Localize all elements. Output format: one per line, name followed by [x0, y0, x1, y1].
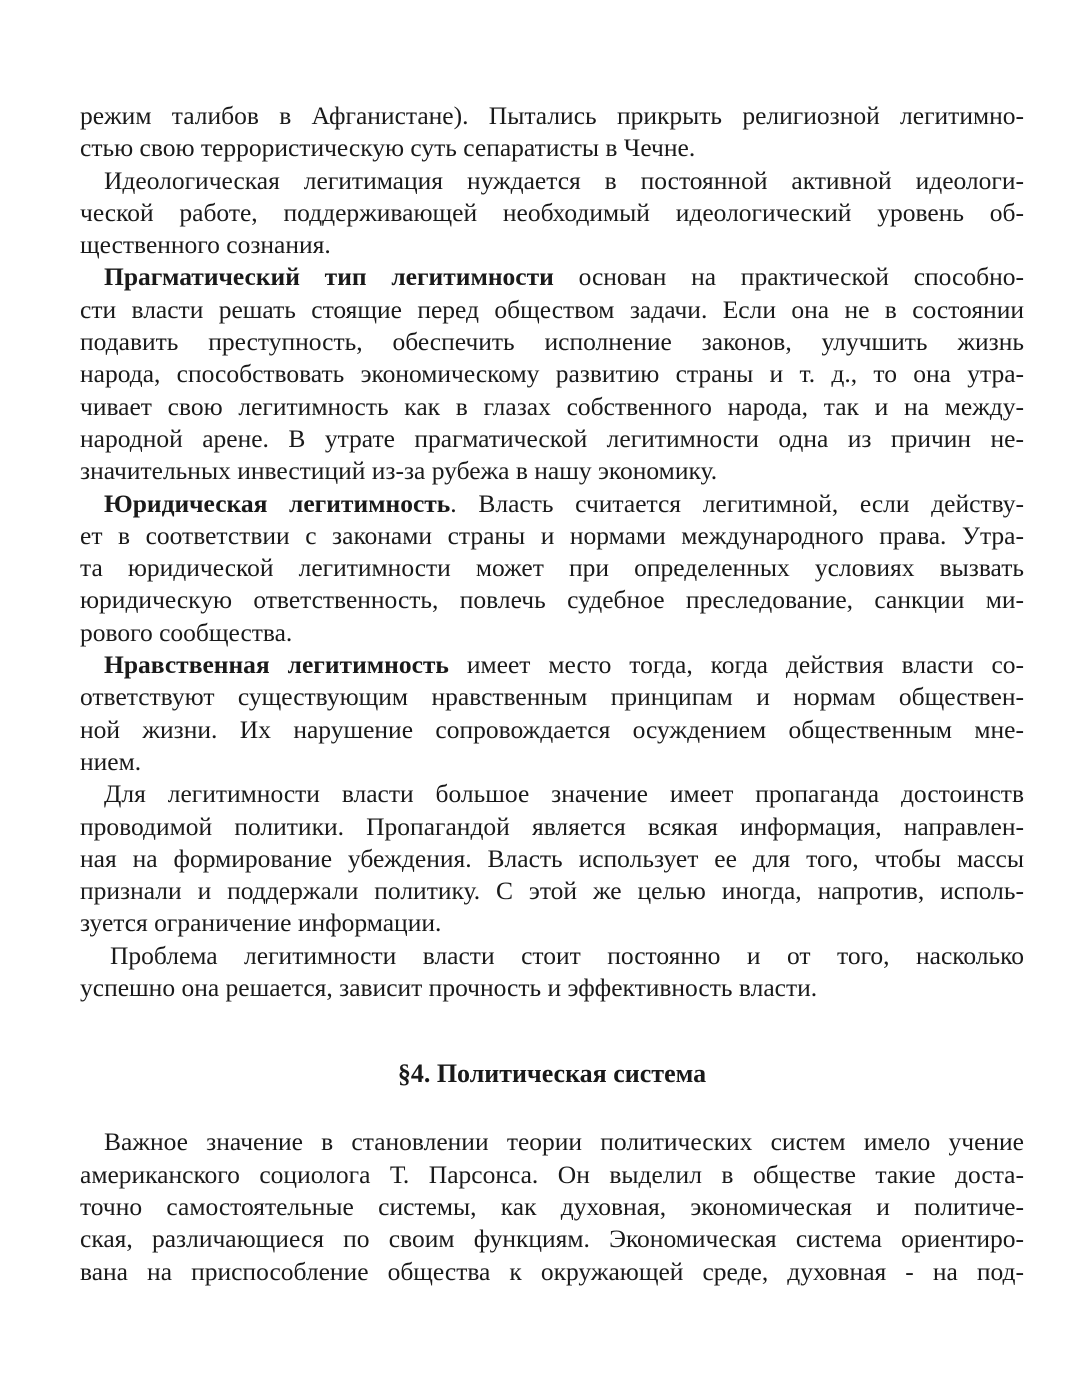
text-line: [80, 907, 1024, 939]
bold-term: Юридическая легитимность: [104, 488, 451, 518]
line-text: признали и поддержали политику. С этой же целью иногда, напротив, исполь-: [80, 876, 1024, 906]
line-text: ответствуют существующим нравственным принципам и нормам обществен-: [80, 682, 1024, 712]
line-text: . Власть считается легитимной, если действу-: [450, 488, 1024, 518]
line-text: стью свою террористическую суть сепаратисты в Чечне.: [80, 133, 696, 163]
bold-term: Прагматический тип легитимности: [104, 262, 554, 292]
paragraph: [80, 488, 1024, 649]
line-text: народной арене. В утрате прагматической легитимности одна из причин не-: [80, 423, 1024, 453]
text-line: [80, 1159, 1024, 1191]
text-line: [80, 455, 1024, 487]
text-line: [80, 1191, 1024, 1223]
line-text: юридическую ответственность, повлечь судебное преследование, санкции ми-: [80, 585, 1024, 615]
text-line: [80, 875, 1024, 907]
text-line: [80, 132, 1024, 164]
text-line: [80, 649, 1024, 681]
line-text: Идеологическая легитимация нуждается в постоянной активной идеологи-: [104, 165, 1024, 195]
line-text: значительных инвестиций из-за рубежа в нашу экономику.: [80, 456, 718, 486]
text-line: [80, 261, 1024, 293]
text-line: [80, 358, 1024, 390]
line-text: режим талибов в Афганистане). Пытались прикрыть религиозной легитимно-: [80, 101, 1024, 130]
line-text: ет в соответствии с законами страны и нормами международного права. Утра-: [80, 520, 1024, 550]
line-text: чивает свою легитимность как в глазах собственного народа, так и на между-: [80, 391, 1024, 421]
text-line: [80, 940, 1024, 972]
bold-term: Нравственная легитимность: [104, 650, 449, 680]
text-line: [80, 972, 1024, 1004]
paragraph: [80, 261, 1024, 487]
text-block-after-heading: [80, 1126, 1024, 1287]
text-line: [80, 520, 1024, 552]
line-text: ская, различающиеся по своим функциям. Экономическая система ориентиро-: [80, 1224, 1024, 1254]
text-line: [80, 714, 1024, 746]
paragraph: [80, 165, 1024, 262]
paragraph: [80, 649, 1024, 778]
line-text: нием.: [80, 746, 142, 776]
text-line: [80, 326, 1024, 358]
text-line: [80, 746, 1024, 778]
text-line: [80, 229, 1024, 261]
line-text: ной жизни. Их нарушение сопровождается осуждением общественным мне-: [80, 714, 1024, 744]
line-text: Важное значение в становлении теории политических систем имело учение: [104, 1127, 1024, 1157]
text-line: [80, 197, 1024, 229]
text-line: [80, 1126, 1024, 1158]
line-text: ческой работе, поддерживающей необходимый идеологический уровень об-: [80, 197, 1024, 227]
text-line: [80, 681, 1024, 713]
line-text: Для легитимности власти большое значение имеет пропаганда достоинств: [104, 779, 1024, 809]
paragraph: [80, 100, 1024, 165]
line-text: та юридической легитимности может при определенных условиях вызвать: [80, 553, 1024, 583]
text-line: [80, 617, 1024, 649]
text-block-before-heading: [80, 100, 1024, 1004]
text-line: [80, 391, 1024, 423]
paragraph: [80, 940, 1024, 1005]
line-text: сти власти решать стоящие перед обществом задачи. Если она не в состоянии: [80, 294, 1024, 324]
line-text: подавить преступность, обеспечить исполнение законов, улучшить жизнь: [80, 327, 1024, 357]
line-text: Проблема легитимности власти стоит постоянно и от того, насколько: [110, 940, 1024, 970]
text-line: [80, 423, 1024, 455]
line-text: имеет место тогда, когда действия власти со-: [448, 650, 1025, 680]
line-text: ная на формирование убеждения. Власть использует ее для того, чтобы массы: [80, 843, 1024, 873]
text-line: [80, 584, 1024, 616]
text-line: [80, 778, 1024, 810]
line-text: точно самостоятельные системы, как духовная, экономическая и политиче-: [80, 1191, 1024, 1221]
line-text: успешно она решается, зависит прочность и эффективность власти.: [80, 973, 818, 1003]
line-text: основан на практической способно-: [553, 262, 1024, 292]
paragraph: [80, 1126, 1024, 1287]
line-text: вана на приспособление общества к окружающей среде, духовная - на под-: [80, 1256, 1024, 1286]
paragraph: [80, 778, 1024, 939]
text-line: [80, 488, 1024, 520]
text-line: [80, 811, 1024, 843]
text-line: [80, 165, 1024, 197]
text-line: [80, 843, 1024, 875]
line-text: американского социолога Т. Парсонса. Он выделил в обществе такие доста-: [80, 1159, 1024, 1189]
text-line: [80, 1256, 1024, 1288]
section-heading: §4. Политическая система: [397, 1059, 707, 1089]
line-text: народа, способствовать экономическому развитию страны и т. д., то она утра-: [80, 359, 1024, 389]
line-text: рового сообщества.: [80, 617, 293, 647]
line-text: щественного сознания.: [80, 230, 331, 260]
text-line: [80, 1223, 1024, 1255]
text-line: [80, 294, 1024, 326]
line-text: зуется ограничение информации.: [80, 908, 442, 938]
text-line: [80, 552, 1024, 584]
text-line: [80, 100, 1024, 132]
line-text: проводимой политики. Пропагандой является всякая информация, направлен-: [80, 811, 1024, 841]
document-page: [80, 100, 1024, 1288]
